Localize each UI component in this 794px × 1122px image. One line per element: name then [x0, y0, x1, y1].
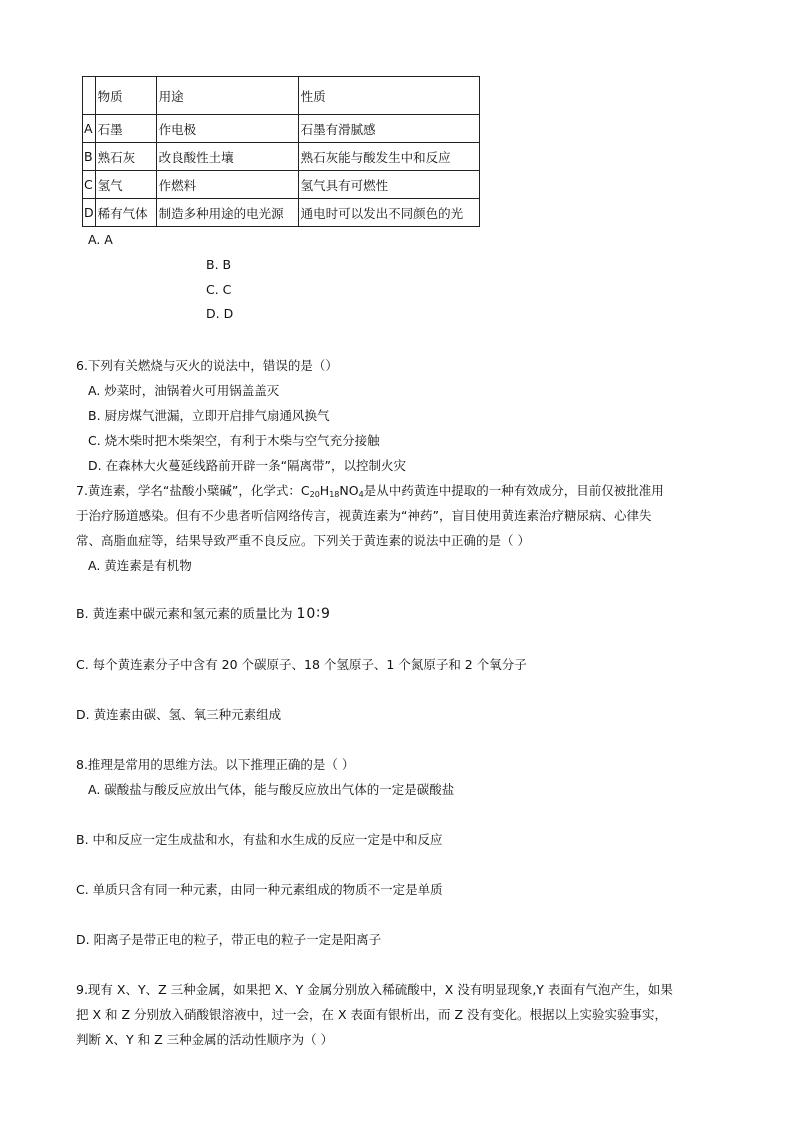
table-cell: 制造多种用途的电光源	[156, 199, 298, 227]
table-cell: 通电时可以发出不同颜色的光	[298, 199, 479, 227]
table-header-cell	[83, 77, 96, 115]
q7-option-b	[76, 604, 331, 622]
q7-option-c: C. 每个黄连素分子中含有 20 个碳原子、18 个氢原子、1 个氮原子和 2 个氧分子	[76, 657, 527, 672]
table-row	[83, 115, 480, 143]
table-header-cell: 性质	[298, 77, 479, 115]
table-header-row	[83, 77, 480, 115]
formula-subscript: 18	[329, 490, 340, 499]
table-cell: 氢气具有可燃性	[298, 171, 479, 199]
q5-option-d: D. D	[206, 306, 234, 321]
q6-stem: 6.下列有关燃烧与灭火的说法中，错误的是（）	[76, 358, 338, 373]
formula-subscript: 4	[358, 490, 364, 499]
q6-option-b: B. 厨房煤气泄漏，立即开启排气扇通风换气	[88, 408, 330, 423]
table-header-cell: 用途	[156, 77, 298, 115]
q7-stem-line2: 于治疗肠道感染。但有不少患者听信网络传言，视黄连素为“神药”，盲目使用黄连素治疗糖尿病、心律失	[76, 508, 652, 523]
table-cell: B	[83, 143, 96, 171]
q7-stem-part: H	[319, 483, 330, 498]
table-cell: 熟石灰	[95, 143, 156, 171]
q5-option-c: C. C	[206, 282, 232, 297]
formula-subscript: 20	[309, 490, 320, 499]
table-header-cell: 物质	[95, 77, 156, 115]
table-cell: 熟石灰能与酸发生中和反应	[298, 143, 479, 171]
q7-option-b-text: B. 黄连素中碳元素和氢元素的质量比为	[76, 606, 293, 621]
mass-ratio: 10∶9	[296, 606, 331, 622]
q5-option-b: B. B	[206, 257, 232, 272]
q7-stem-part: 7.黄连素，学名“盐酸小檗碱”，化学式：C	[76, 483, 310, 498]
q8-stem: 8.推理是常用的思维方法。以下推理正确的是（ ）	[76, 757, 355, 772]
q7-stem-part: NO	[339, 483, 359, 498]
q8-option-c: C. 单质只含有同一种元素，由同一种元素组成的物质不一定是单质	[76, 882, 443, 897]
q7-option-a: A. 黄连素是有机物	[88, 558, 192, 573]
table-cell: 稀有气体	[95, 199, 156, 227]
q6-option-d: D. 在森林大火蔓延线路前开辟一条“隔离带”，以控制火灾	[88, 458, 407, 473]
table-cell: 氢气	[95, 171, 156, 199]
property-table	[82, 76, 480, 227]
q6-option-a: A. 炒菜时，油锅着火可用锅盖盖灭	[88, 383, 280, 398]
q8-option-b: B. 中和反应一定生成盐和水，有盐和水生成的反应一定是中和反应	[76, 832, 443, 847]
table-cell: A	[83, 115, 96, 143]
table-cell: 石墨有滑腻感	[298, 115, 479, 143]
q9-stem-line3: 判断 X、Y 和 Z 三种金属的活动性顺序为（ ）	[76, 1032, 334, 1047]
table-row	[83, 199, 480, 227]
table-cell: 石墨	[95, 115, 156, 143]
q7-stem-line3: 常、高脂血症等，结果导致严重不良反应。下列关于黄连素的说法中正确的是（ ）	[76, 533, 530, 548]
q9-stem-line1: 9.现有 X、Y、Z 三种金属，如果把 X、Y 金属分别放入稀硫酸中，X 没有明显现象,Y 表面有气泡产生，如果	[76, 982, 673, 997]
q7-stem-line1	[76, 481, 664, 499]
q7-option-d: D. 黄连素由碳、氢、氧三种元素组成	[76, 707, 282, 722]
table-cell: C	[83, 171, 96, 199]
table-row	[83, 143, 480, 171]
q8-option-a: A. 碳酸盐与酸反应放出气体，能与酸反应放出气体的一定是碳酸盐	[88, 782, 455, 797]
table-cell: 作燃料	[156, 171, 298, 199]
table-cell: 作电极	[156, 115, 298, 143]
q6-option-c: C. 烧木柴时把木柴架空，有利于木柴与空气充分接触	[88, 433, 380, 448]
table-row	[83, 171, 480, 199]
q5-option-a: A. A	[88, 232, 113, 247]
q9-stem-line2: 把 X 和 Z 分别放入硝酸银溶液中，过一会，在 X 表面有银析出，而 Z 没有变化。根据以上实验实验事实，	[76, 1007, 668, 1022]
q8-option-d: D. 阳离子是带正电的粒子，带正电的粒子一定是阳离子	[76, 932, 382, 947]
table-cell: 改良酸性土壤	[156, 143, 298, 171]
table-cell: D	[83, 199, 96, 227]
q7-stem-part: 是从中药黄连中提取的一种有效成分，目前仅被批准用	[363, 483, 664, 498]
